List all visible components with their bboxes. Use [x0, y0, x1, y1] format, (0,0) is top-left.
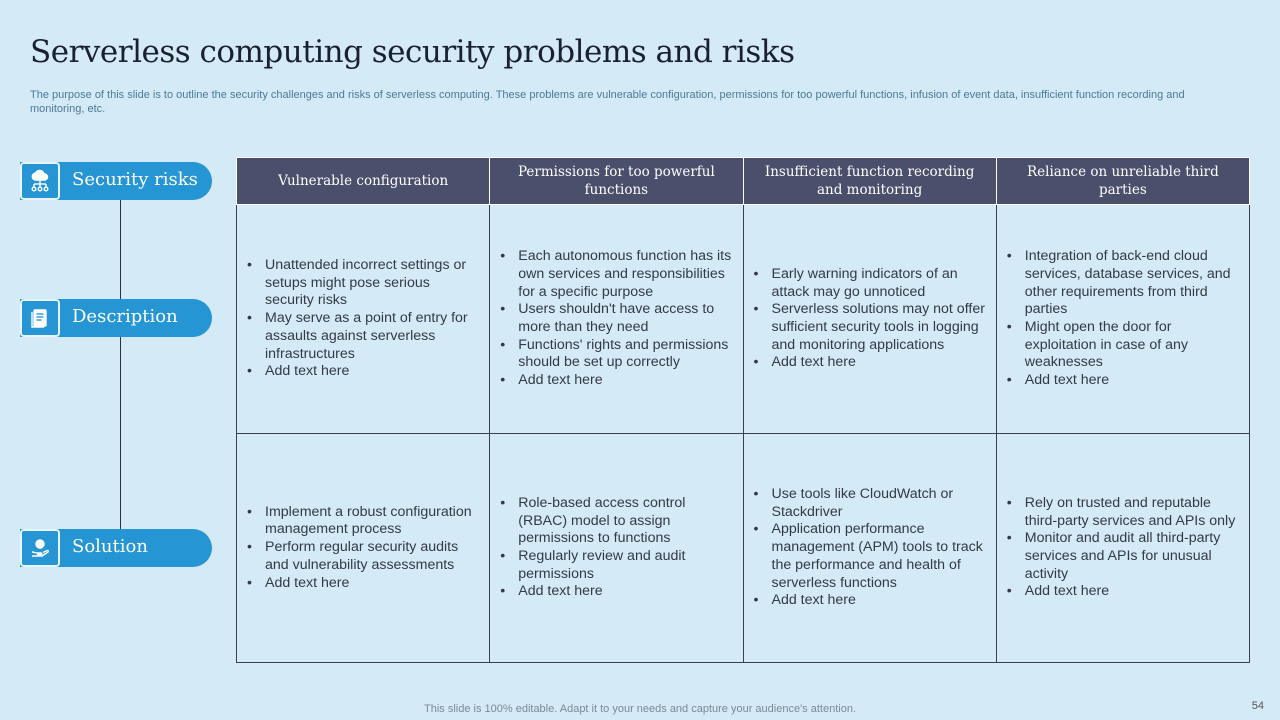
connector-line	[120, 190, 121, 550]
bullet-item: • Users shouldn't have access to more than they need	[500, 301, 734, 336]
table-cell	[996, 434, 1249, 663]
table-cell	[490, 434, 743, 663]
document-icon	[20, 299, 60, 337]
bullet-item: • May serve as a point of entry for assaults against serverless infrastructures	[247, 310, 481, 363]
bullet-item: • Functions' rights and permissions should be set up correctly	[500, 337, 734, 372]
bullet-item: • Add text here	[500, 583, 734, 601]
bullet-item: • Add text here	[247, 575, 481, 593]
bullet-item: • Perform regular security audits and vulnerability assessments	[247, 539, 481, 574]
bullet-item: • Add text here	[754, 592, 988, 610]
security-risks-pill	[20, 162, 212, 200]
bullet-item: • Use tools like CloudWatch or Stackdriver	[754, 486, 988, 521]
bullet-item: • Role-based access control (RBAC) model to assign permissions to functions	[500, 495, 734, 548]
bullet-item: • Regularly review and audit permissions	[500, 548, 734, 583]
bullet-item: • Add text here	[247, 363, 481, 381]
bullet-item: • Might open the door for exploitation in case of any weaknesses	[1007, 319, 1241, 372]
security-risks-label: Security risks	[72, 169, 198, 190]
bullet-item: • Application performance management (APM) tools to track the performance and health of serverless functions	[754, 521, 988, 592]
column-header: Vulnerable configuration	[237, 158, 490, 205]
bullet-item: • Implement a robust configuration management process	[247, 504, 481, 539]
table-cell	[743, 205, 996, 434]
slide-subtitle: The purpose of this slide is to outline the security challenges and risks of serverless computing. These problems are vulnerable configuration, permissions for too powerful functions, infusion of event data, insufficient function recording and monitoring, etc.	[30, 89, 1185, 115]
table-cell	[996, 205, 1249, 434]
table-cell	[490, 205, 743, 434]
cloud-network-icon	[20, 162, 60, 200]
bullet-item: • Early warning indicators of an attack may go unnoticed	[754, 266, 988, 301]
bullet-item: • Integration of back-end cloud services, database services, and other requirements from third parties	[1007, 248, 1241, 319]
bullet-item: • Add text here	[500, 372, 734, 390]
table-cell	[237, 434, 490, 663]
table-header-row	[237, 158, 1250, 205]
bullet-item: • Monitor and audit all third-party services and APIs for unusual activity	[1007, 530, 1241, 583]
bullet-item: • Each autonomous function has its own services and responsibilities for a specific purpose	[500, 248, 734, 301]
table-cell	[237, 205, 490, 434]
footer-note: This slide is 100% editable. Adapt it to your needs and capture your audience's attention.	[424, 703, 856, 715]
description-label: Description	[72, 306, 178, 327]
slide-title: Serverless computing security problems and risks	[30, 34, 795, 70]
description-pill	[20, 299, 212, 337]
hand-idea-icon	[20, 529, 60, 567]
column-header: Reliance on unreliable third parties	[996, 158, 1249, 205]
bullet-item: • Add text here	[1007, 372, 1241, 390]
bullet-item: • Add text here	[1007, 583, 1241, 601]
bullet-item: • Rely on trusted and reputable third-party services and APIs only	[1007, 495, 1241, 530]
solution-label: Solution	[72, 536, 148, 557]
column-header: Insufficient function recording and monitoring	[743, 158, 996, 205]
risks-table	[236, 157, 1250, 663]
solution-row	[237, 434, 1250, 663]
bullet-item: • Add text here	[754, 354, 988, 372]
page-number: 54	[1251, 700, 1264, 712]
bullet-item: • Serverless solutions may not offer sufficient security tools in logging and monitoring applications	[754, 301, 988, 354]
solution-pill	[20, 529, 212, 567]
column-header: Permissions for too powerful functions	[490, 158, 743, 205]
bullet-item: • Unattended incorrect settings or setups might pose serious security risks	[247, 257, 481, 310]
description-row	[237, 205, 1250, 434]
table-cell	[743, 434, 996, 663]
